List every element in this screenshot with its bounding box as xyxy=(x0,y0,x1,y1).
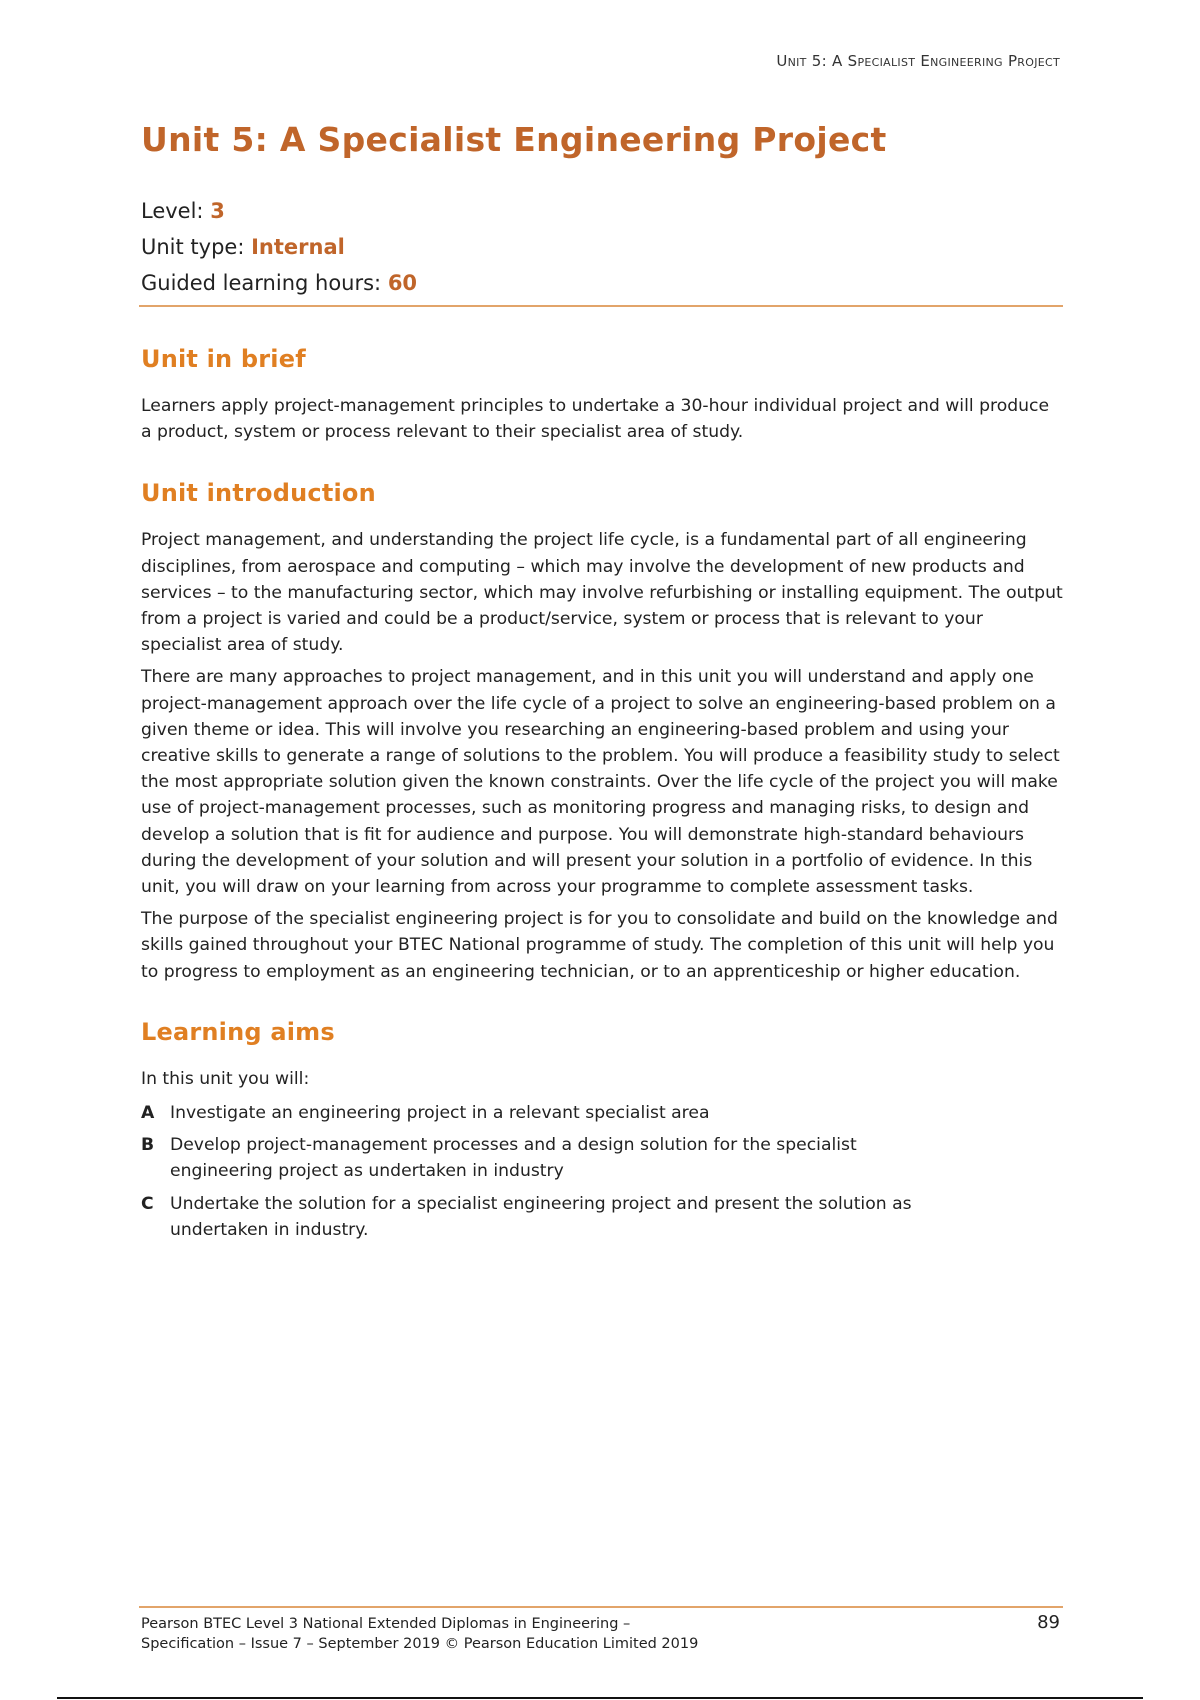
unit-in-brief-text: Learners apply project-management principles to undertake a 30-hour individual project and will produce a product, system or process relevant to their specialist area of study. xyxy=(141,396,1050,443)
page-number: 89 xyxy=(1037,1612,1060,1633)
learning-aim-text: Undertake the solution for a specialist engineering project and present the solution as undertaken in industry. xyxy=(170,1193,912,1240)
learning-aim-item xyxy=(141,1132,1063,1184)
learning-aim-letter: A xyxy=(141,1103,155,1124)
meta-unit-type xyxy=(141,229,1063,265)
unit-introduction-heading: Unit introduction xyxy=(141,479,376,508)
meta-level-label: Level: xyxy=(141,199,211,223)
meta-unit-type-value: Internal xyxy=(251,235,345,259)
learning-aim-letter: B xyxy=(141,1135,155,1156)
learning-aim-item xyxy=(141,1191,1063,1243)
page-title: Unit 5: A Specialist Engineering Project xyxy=(141,120,887,159)
meta-glh-value: 60 xyxy=(387,271,418,295)
unit-in-brief-heading: Unit in brief xyxy=(141,345,306,373)
meta-divider xyxy=(139,305,1063,307)
learning-aim-item xyxy=(141,1100,1063,1126)
learning-aim-text: Develop project-management processes and a design solution for the specialist engineering project as undertaken in industry xyxy=(170,1135,857,1182)
footer-text xyxy=(141,1614,698,1654)
learning-aims-heading: Learning aims xyxy=(141,1017,335,1046)
unit-meta xyxy=(141,193,1063,301)
footer-line: Specification – Issue 7 – September 2019 © Pearson Education Limited 2019 xyxy=(141,1636,699,1652)
learning-aim-text: Investigate an engineering project in a relevant specialist area xyxy=(170,1103,710,1124)
unit-introduction-paragraph: The purpose of the specialist engineering project is for you to consolidate and build on the knowledge and skills gained throughout your BTEC National programme of study. The completion of this unit will help you to progress to employment as an engineering technician, or to an apprenticeship or higher education. xyxy=(141,909,1058,982)
footer-divider xyxy=(139,1606,1063,1608)
learning-aims-intro: In this unit you will: xyxy=(141,1068,310,1089)
meta-level xyxy=(141,193,1063,229)
unit-introduction-paragraph: There are many approaches to project management, and in this unit you will understand and apply one project-management approach over the life cycle of a project to solve an engineering-based problem on a given theme or idea. This will involve you researching an engineering-based problem and using your creative skills to generate a range of solutions to the problem. You will produce a feasibility study to select the most appropriate solution given the known constraints. Over the life cycle of the project you will make use of project-management processes, such as monitoring progress and managing risks, to design and develop a solution that is fit for audience and purpose. You will demonstrate high-standard behaviours during the development of your solution and will present your solution in a portfolio of evidence. In this unit, you will draw on your learning from across your programme to complete assessment tasks. xyxy=(141,667,1060,898)
meta-level-value: 3 xyxy=(210,199,225,223)
page-bottom-border xyxy=(57,1697,1143,1699)
running-header: Unit 5: A Specialist Engineering Project xyxy=(776,52,1060,70)
learning-aim-letter: C xyxy=(141,1193,154,1214)
unit-introduction-paragraph: Project management, and understanding the project life cycle, is a fundamental part of all engineering disciplines, from aerospace and computing – which may involve the development of new products and services – to the manufacturing sector, which may involve refurbishing or installing equipment. The output from a project is varied and could be a product/service, system or process that is relevant to your specialist area of study. xyxy=(141,530,1063,656)
footer-line: Pearson BTEC Level 3 National Extended Diplomas in Engineering – xyxy=(141,1616,631,1632)
learning-aims-list xyxy=(141,1100,1063,1243)
page-content xyxy=(141,120,1063,1249)
meta-glh-label: Guided learning hours: xyxy=(141,271,388,295)
meta-glh xyxy=(141,265,1063,301)
meta-unit-type-label: Unit type: xyxy=(141,235,252,259)
